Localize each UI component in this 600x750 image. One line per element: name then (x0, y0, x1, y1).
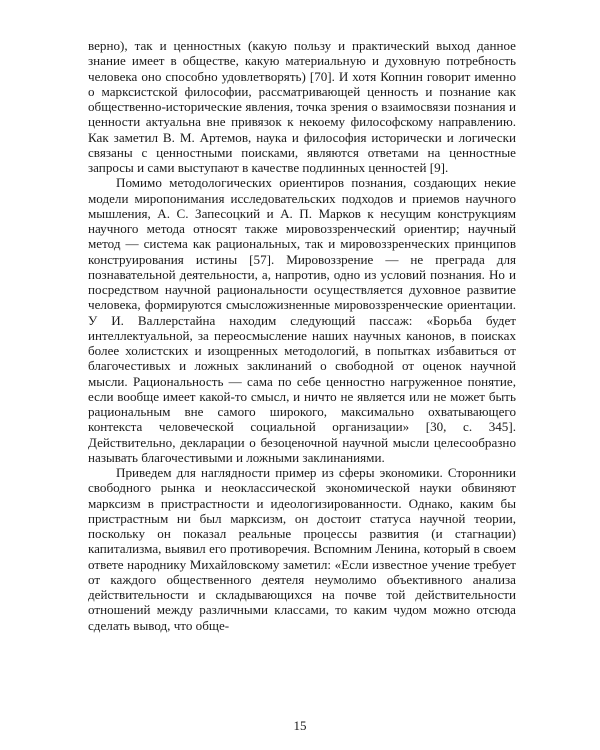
paragraph-2: Помимо методологических ориентиров познания, создающих некие модели миропонимания исследовательских подходов и приемов научного мышления, А. С. Запесоцкий и А. П. Марков к несущим конструкциям научного метода относят также мировоззренческий ориентир; научный метод — система как рациональных, так и мировоззренческих принципов конструирования истины [57]. Мировоззрение — не преграда для познавательной деятельности, а, напротив, одно из условий познания. Но и посредством научной рациональности осуществляется духовное развитие человека, формируются смысложизненные мировоззренческие ориентации. У И. Валлерстайна находим следующий пассаж: «Борьба будет интеллектуальной, за переосмысление наших научных канонов, в поисках более холистских и изощренных методологий, в попытках избавиться от благочестивых и ложных заклинаний о свободной от оценок научной мысли. Рациональность — сама по себе ценностно нагруженное понятие, если вообще имеет какой-то смысл, и ничто не является или не может быть рациональным вне самого широкого, максимально охватывающего контекста человеческой социальной организации» [30, с. 345]. Действительно, декларации о безоценочной научной мысли целесообразно называть благочестивыми и ложными заклинаниями. (88, 175, 516, 465)
paragraph-3: Приведем для наглядности пример из сферы экономики. Сторонники свободного рынка и неоклассической экономической науки обвиняют марксизм в пристрастности и идеологизированности. Однако, каким бы пристрастным ни был марксизм, он достоит статуса научной теории, поскольку он показал реальные процессы развития (и стагнации) капитализма, выявил его противоречия. Вспомним Ленина, который в своем ответе народнику Михайловскому заметил: «Если известное учение требует от каждого общественного деятеля неумолимо объективного анализа действительности и складывающихся на почве той действительности отношений между различными классами, то каким чудом можно отсюда сделать вывод, что обще- (88, 465, 516, 633)
page-body (88, 38, 516, 633)
paragraph-1: верно), так и ценностных (какую пользу и практический выход данное знание имеет в обществе, какую материальную и духовную потребность человека оно способно удовлетворять) [70]. И хотя Копнин говорит именно о марксистской философии, рассматривающей ценность и познание как общественно-исторические явления, точка зрения о взаимосвязи познания и ценности актуальна вне привязок к некоему философскому направлению. Как заметил В. М. Артемов, наука и философия исторически и логически связаны с ценностными поисками, являются ответами на ценностные запросы и сами выступают в качестве подлинных ценностей [9]. (88, 38, 516, 175)
page-number: 15 (293, 718, 307, 733)
